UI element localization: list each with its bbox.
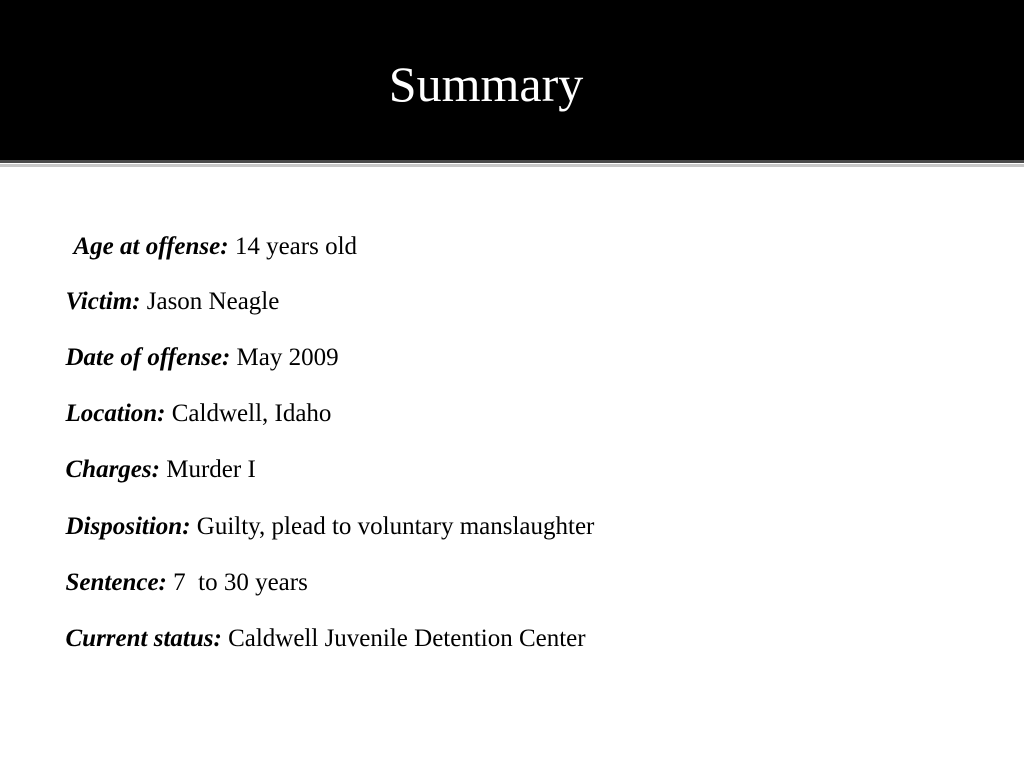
summary-label: Sentence: [65,569,167,596]
summary-item-status [28,591,586,652]
summary-label: Current status: [65,625,222,652]
summary-value: Caldwell, Idaho [165,400,332,427]
summary-item-age [36,199,358,260]
summary-value: 7 to 30 years [166,569,308,596]
summary-value: Jason Neagle [140,288,280,315]
slide-title: Summary [388,56,584,112]
summary-label: Date of offense: [65,344,231,371]
summary-item-date [28,310,339,371]
summary-value: Guilty, plead to voluntary manslaughter [190,513,595,540]
summary-label: Location: [65,400,166,427]
summary-value: Caldwell Juvenile Detention Center [221,625,586,652]
summary-label: Age at offense: [73,233,229,260]
summary-label: Charges: [65,456,160,483]
summary-item-disposition [28,479,595,540]
summary-label: Disposition: [65,513,191,540]
summary-item-sentence [28,535,308,596]
summary-label: Victim: [65,288,141,315]
summary-item-location [28,366,332,427]
summary-value: May 2009 [230,344,339,371]
summary-item-charges [28,422,256,483]
summary-item-victim [28,254,280,315]
summary-value: 14 years old [228,233,358,260]
summary-value: Murder I [159,456,256,483]
